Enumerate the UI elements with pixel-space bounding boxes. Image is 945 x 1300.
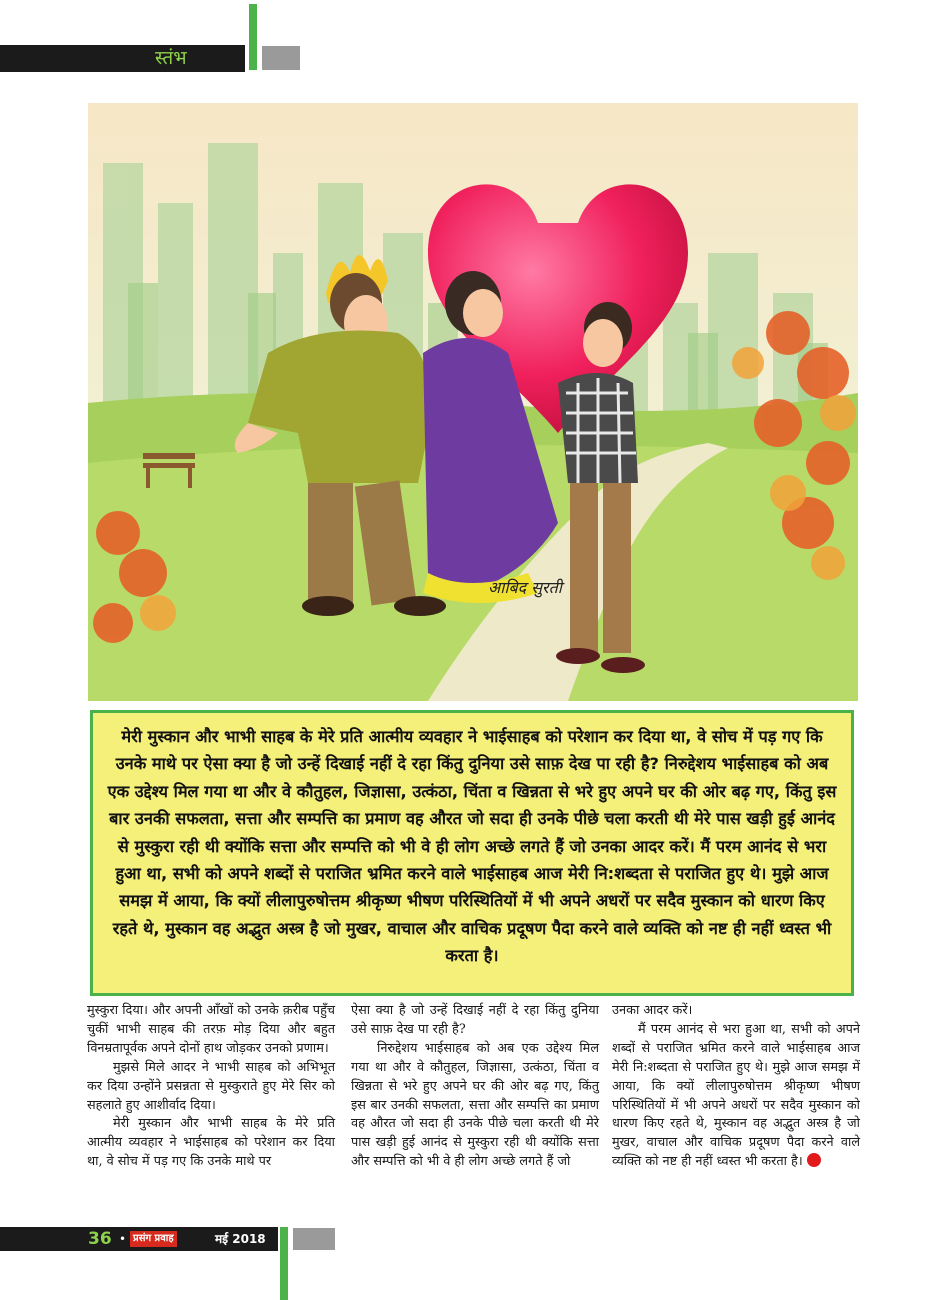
cartoon-illustration: [88, 103, 858, 701]
footer-bullet: •: [119, 1232, 127, 1246]
header-grey-block: [262, 46, 300, 70]
paragraph: निरुद्देशय भाईसाहब को अब एक उद्देश्य मिल गया था और वे कौतुहल, जिज्ञासा, उत्कंठा, चिंता व खिन्नता से भरे हुए अपने घर की ओर बढ़ गए, किंतु इस बार उनकी सफलता, सत्ता और सम्पत्ति का प्रमाण वह औरत जो सदा ही उनके पीछे चला करती थी मेरे पास खड़ी हुई आनंद से मुस्कुरा रही थी क्योंकि सत्ता और सम्पत्ति को भी वे ही लोग अच्छे लगते हैं जो: [351, 1040, 599, 1170]
paragraph: ऐसा क्या है जो उन्हें दिखाई नहीं दे रहा किंतु दुनिया उसे साफ़ देख पा रही है?: [351, 1003, 599, 1037]
paragraph-text: मैं परम आनंद से भरा हुआ था, सभी को अपने शब्दों से पराजित भ्रमित करने वाले भाईसाहब आज मेरी नि:शब्दता से पराजित हुए थे। मुझे आज समझ में आया, कि क्यों लीलापुरुषोत्तम श्रीकृष्ण भीषण परिस्थितियों में भी अपने अधरों पर सदैव मुस्कान को धारण किए रहते थे, मुस्कान वह अद्भुत अस्त्र है जो मुखर, वाचाल और वाचिक प्रदूषण पैदा करने वाले व्यक्ति को नष्ट ही नहीं ध्वस्त भी करता है।: [612, 1021, 860, 1170]
paragraph-final: [612, 1021, 860, 1172]
text-column-1: [87, 1002, 335, 1172]
paragraph: मेरी मुस्कान और भाभी साहब के मेरे प्रति आत्मीय व्यवहार ने भाईसाहब को परेशान कर दिया था, वे सोच में पड़ गए कि उनके माथे पर: [87, 1116, 335, 1170]
highlight-quote-text: मेरी मुस्कान और भाभी साहब के मेरे प्रति आत्मीय व्यवहार ने भाईसाहब को परेशान कर दिया था, वे सोच में पड़ गए कि उनके माथे पर ऐसा क्या है जो उन्हें दिखाई नहीं दे रहा किंतु दुनिया उसे साफ़ देख पा रही है? निरुद्देशय भाईसाहब को अब एक उद्देश्य मिल गया था और वे कौतुहल, जिज्ञासा, उत्कंठा, चिंता व खिन्नता से भरे हुए अपने घर की ओर बढ़ गए, किंतु इस बार उनकी सफलता, सत्ता और सम्पत्ति का प्रमाण वह औरत जो सदा ही उनके पीछे चला करती थी मेरे पास खड़ी हुई आनंद से मुस्कुरा रही थी क्योंकि सत्ता और सम्पत्ति को भी वे ही लोग अच्छे लगते हैं जो उनका आदर करें। मैं परम आनंद से भरा हुआ था, सभी को अपने शब्दों से पराजित भ्रमित करने वाले भाईसाहब आज मेरी नि:शब्दता से पराजित हुए थे। मुझे आज समझ में आया, कि क्यों लीलापुरुषोत्तम श्रीकृष्ण भीषण परिस्थितियों में भी अपने अधरों पर सदैव मुस्कान को धारण किए रहते थे, मुस्कान वह अद्भुत अस्त्र है जो मुखर, वाचाल और वाचिक प्रदूषण पैदा करने वाले व्यक्ति को नष्ट ही नहीं ध्वस्त भी करता है।: [107, 727, 837, 966]
header-bar: [0, 45, 245, 72]
page-number: 36: [88, 1229, 112, 1249]
magazine-name-badge: प्रसंग प्रवाह: [130, 1231, 177, 1247]
artist-signature: आबिद सुरती: [488, 578, 562, 597]
paragraph: मुझसे मिले आदर ने भाभी साहब को अभिभूत कर दिया उन्होंने प्रसन्नता से मुस्कुराते हुए मेरे सिर को सहलाते हुए आशीर्वाद दिया।: [87, 1059, 335, 1113]
end-mark-icon: [807, 1153, 821, 1167]
paragraph: उनका आदर करें।: [612, 1003, 693, 1018]
text-column-3: [612, 1002, 860, 1172]
text-column-2: [351, 1002, 599, 1172]
footer-grey-block: [293, 1228, 335, 1250]
header-green-rule: [249, 4, 257, 70]
highlight-quote-box: [90, 710, 854, 996]
section-label: स्तंभ: [155, 47, 187, 69]
footer-green-rule: [280, 1227, 288, 1300]
paragraph: मुस्कुरा दिया। और अपनी आँखों को उनके क़रीब पहुँच चुकीं भाभी साहब की तरफ़ मोड़ दिया और बहुत विनम्रतापूर्वक अपने दोनों हाथ जोड़कर उनको प्रणाम।: [87, 1003, 335, 1056]
issue-date: मई 2018: [215, 1232, 266, 1246]
